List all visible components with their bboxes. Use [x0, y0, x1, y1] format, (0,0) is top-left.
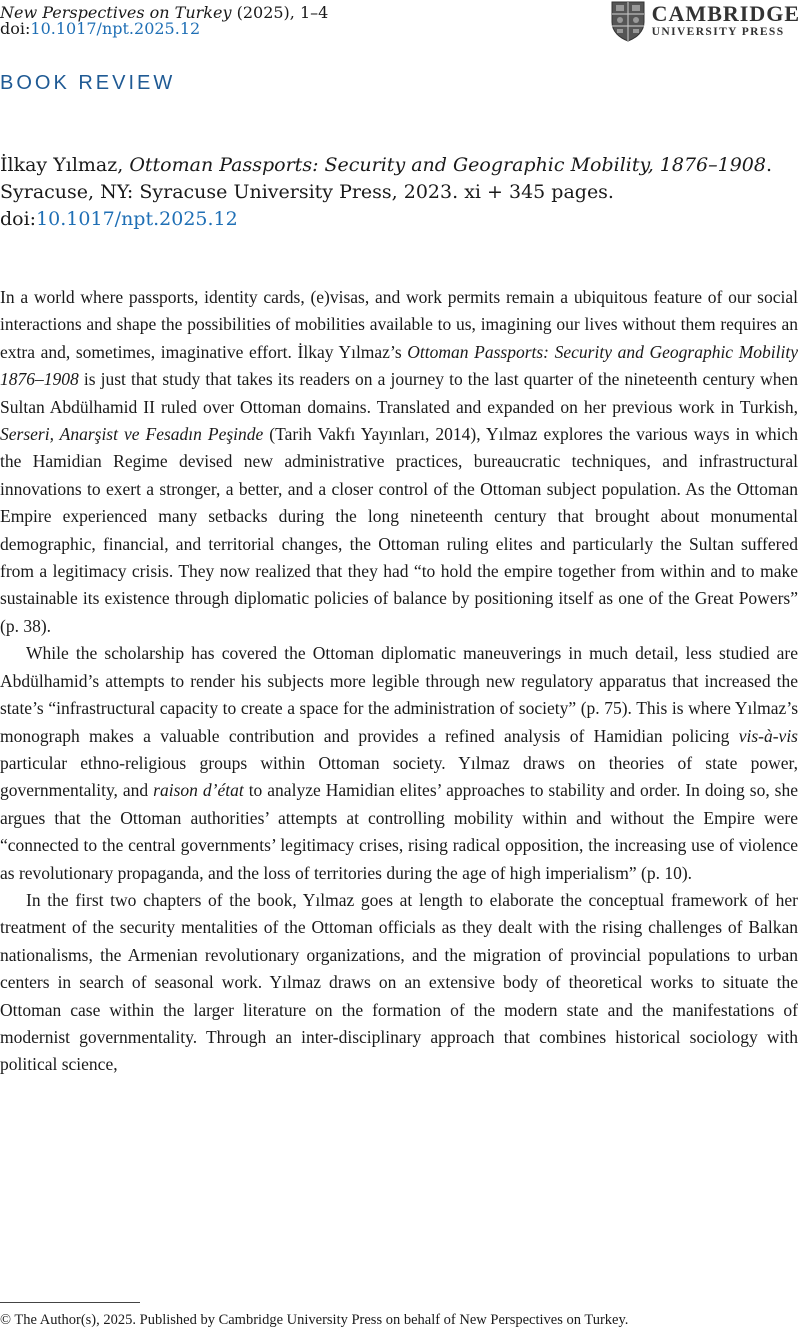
paragraph-1-text-a: In a world where passports, identity cards, (e)visas, and work permits remain a ubiquitous feature of our social interactions and shape the possibilities of mobilities available to us, imagining our lives without them requires an extra and, sometimes, imaginative effort. İlkay Yılmaz’s: [0, 287, 798, 362]
paragraph-2-italic-b: raison d’état: [153, 780, 244, 801]
cambridge-shield-icon: [610, 0, 646, 42]
citation-doi-prefix: doi:: [0, 208, 37, 230]
journal-year-pages: (2025), 1–4: [236, 3, 329, 22]
citation-doi-link[interactable]: 10.1017/npt.2025.12: [36, 208, 238, 230]
paragraph-1-text-b: is just that study that takes its readers on a journey to the last quarter of the nineteenth century when Sultan Abdülhamid II ruled over Ottoman domains. Translated and expanded on her previous work in Turkish,: [0, 369, 798, 417]
paragraph-1-italic-title: Ottoman Passports: Security and Geographic Mobility 1876–1908: [0, 341, 798, 390]
journal-name: New Perspectives on Turkey: [0, 3, 232, 22]
paragraph-3-text: In the first two chapters of the book, Yılmaz goes at length to elaborate the conceptual framework of her treatment of the security mentalities of the Ottoman officials as they dealt with the rising challenges of Balkan nationalisms, the Armenian revolutionary organizations, and the migration of provincial populations to urban centers in search of seasonal work. Yılmaz draws on an extensive body of theoretical works to situate the Ottoman case within the larger literature on the formation of the modern state and the manifestations of modernist governmentality. Through an inter-disciplinary approach that combines historical sociology with political science,: [0, 889, 798, 1075]
copyright-footer: © The Author(s), 2025. Published by Cambridge University Press on behalf of New Perspectives on Turkey.: [0, 1312, 629, 1328]
logo-press: UNIVERSITY PRESS: [651, 26, 785, 39]
review-body: [0, 284, 798, 1079]
citation-author: İlkay Yılmaz,: [0, 154, 130, 176]
header-doi-link[interactable]: 10.1017/npt.2025.12: [30, 19, 201, 38]
publisher-logo: [610, 0, 800, 42]
header-doi: [0, 18, 200, 40]
paragraph-1-text-c: (Tarih Vakfı Yayınları, 2014), Yılmaz explores the various ways in which the Hamidian Regime devised new administrative practices, bureaucratic techniques, and infrastructural innovations to exert a stronger, a better, and a closer control of the Ottoman subject population. As the Ottoman Empire experienced many setbacks during the long nineteenth century that brought about monumental demographic, financial, and territorial changes, the Ottoman ruling elites and particularly the Sultan suffered from a legitimacy crisis. They now realized that they had “to hold the empire together from within and to make sustainable its existence through diplomatic policies of balance by positioning itself as one of the Great Powers” (p. 38).: [0, 424, 798, 636]
paragraph-1: [0, 284, 798, 640]
paragraph-2-text-a: While the scholarship has covered the Ottoman diplomatic maneuverings in much detail, less studied are Abdülhamid’s attempts to render his subjects more legible through new regulatory apparatus that increased the state’s “infrastructural capacity to create a space for the administration of society” (p. 75). This is where Yılmaz’s monograph makes a valuable contribution and provides a refined analysis of Hamidian policing: [0, 643, 798, 746]
logo-name: CAMBRIDGE: [651, 1, 800, 27]
paragraph-3: [0, 887, 798, 1079]
citation-book-title: Ottoman Passports: Security and Geographic Mobility, 1876–1908: [129, 154, 766, 176]
paragraph-1-italic-turkish-title: Serseri, Anarşist ve Fesadın Peşinde: [0, 424, 264, 445]
citation-publication: . Syracuse, NY: Syracuse University Press, 2023. xi + 345 pages.: [0, 154, 773, 203]
paragraph-2-italic-a: vis-à-vis: [738, 725, 798, 746]
doi-prefix: doi:: [0, 19, 31, 38]
paragraph-2-text-c: to analyze Hamidian elites’ approaches to stability and order. In doing so, she argues that the Ottoman authorities’ attempts at controlling mobility within and without the Empire were “connected to the central governments’ legitimacy crises, rising radical opposition, the increasing use of violence as revolutionary propaganda, and the loss of territories during the age of high imperialism” (p. 10).: [0, 780, 798, 883]
book-citation: [0, 152, 798, 233]
paragraph-2: [0, 640, 798, 887]
footer-divider: [0, 1302, 140, 1303]
section-title: BOOK REVIEW: [0, 72, 176, 94]
paragraph-2-text-b: particular ethno-religious groups within Ottoman society. Yılmaz draws on theories of state power, governmentality, and: [0, 752, 798, 801]
